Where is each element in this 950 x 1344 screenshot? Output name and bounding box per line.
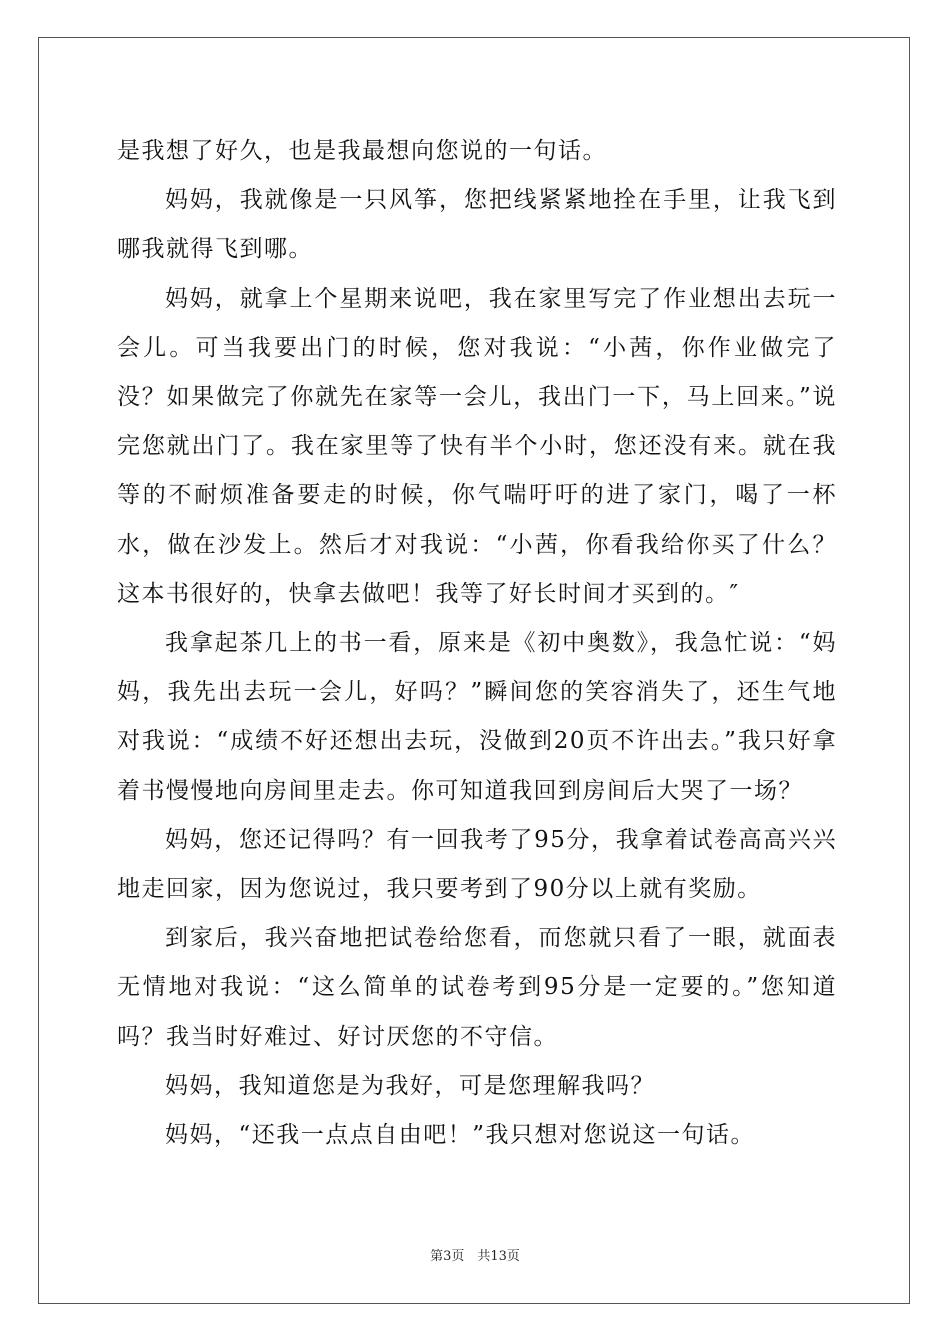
page-number-footer: 第3页 共13页 xyxy=(430,1249,520,1264)
paragraph-3: 妈妈，就拿上个星期来说吧，我在家里写完了作业想出去玩一会儿。可当我要出门的时候，您对我说：“小茜，你作业做完了没？如果做完了你就先在家等一会儿，我出门一下，马上回来。”说完您就出门了。我在家里等了快有半个小时，您还没有来。就在我等的不耐烦准备要走的时候，你气喘吁吁的进了家门，喝了一杯水，做在沙发上。然后才对我说：“小茜，你看我给你买了什么？这本书很好的，快拿去做吧！我等了好长时间才买到的。″ xyxy=(117,285,837,607)
paragraph-8: 妈妈，“还我一点点自由吧！”我只想对您说这一句话。 xyxy=(165,1122,756,1149)
paragraph-2: 妈妈，我就像是一只风筝，您把线紧紧地拴在手里，让我飞到哪我就得飞到哪。 xyxy=(117,187,837,263)
paragraph-6: 到家后，我兴奋地把试卷给您看，而您就只看了一眼，就面表无情地对我说：“这么简单的试卷考到95分是一定要的。”您知道吗？我当时好难过、好讨厌您的不守信。 xyxy=(117,925,837,1050)
paragraph-4: 我拿起茶几上的书一看，原来是《初中奥数》，我急忙说：“妈妈，我先出去玩一会儿，好吗？”瞬间您的笑容消失了，还生气地对我说：“成绩不好还想出去玩，没做到20页不许出去。”我只好拿着书慢慢地向房间里走去。你可知道我回到房间后大哭了一场？ xyxy=(117,630,837,804)
paragraph-1: 是我想了好久，也是我最想向您说的一句话。 xyxy=(117,138,607,164)
paragraph-5: 妈妈，您还记得吗？有一回我考了95分，我拿着试卷高高兴兴地走回家，因为您说过，我只要考到了90分以上就有奖励。 xyxy=(117,826,837,903)
paragraph-7: 妈妈，我知道您是为我好，可是您理解我吗？ xyxy=(165,1072,655,1099)
document-body xyxy=(117,127,837,1160)
